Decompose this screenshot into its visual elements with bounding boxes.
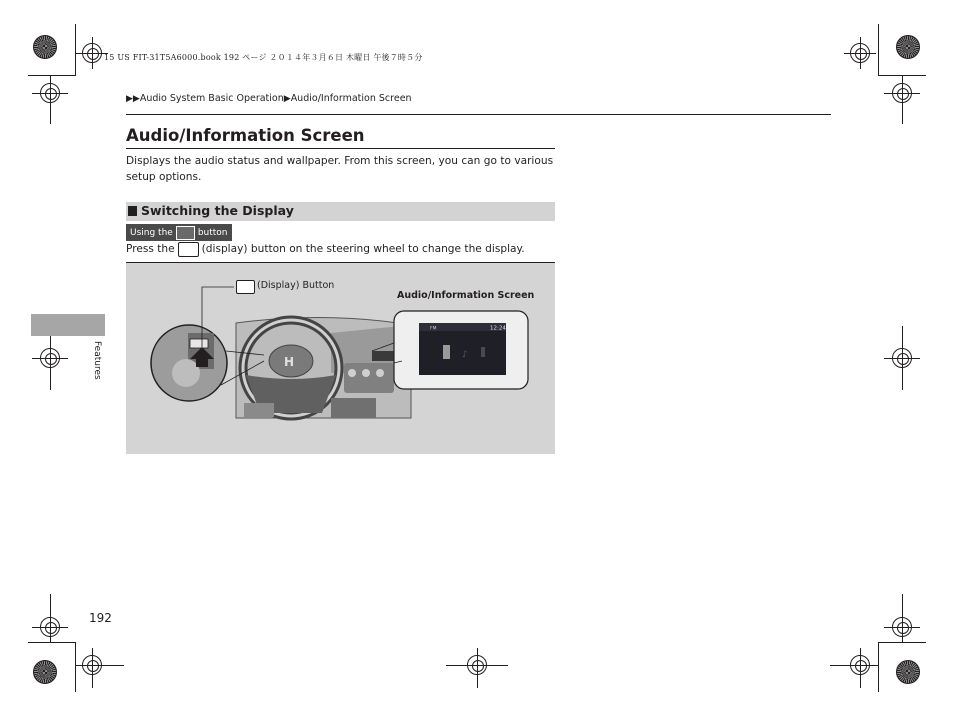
title-rule: [126, 148, 555, 149]
screen-band: FM: [430, 326, 437, 332]
screen-time: 12:24: [490, 325, 506, 332]
instruction-after: (display) button on the steering wheel to change the display.: [201, 242, 525, 255]
breadcrumb-part-2[interactable]: Audio/Information Screen: [290, 93, 412, 104]
section-square-icon: [128, 206, 137, 216]
side-tab: [31, 314, 105, 336]
display-button-icon: [236, 280, 255, 294]
tag-suffix: button: [197, 227, 228, 238]
display-button-icon: [178, 242, 199, 257]
screen-label: Audio/Information Screen: [397, 290, 535, 301]
page-number: 192: [89, 611, 112, 625]
side-tab-label: Features: [92, 341, 102, 380]
print-meta: 15 US FIT-31T5A6000.book 192 ページ ２０１４年３月６日 木曜日 午後７時５分: [104, 53, 423, 62]
svg-text:♪: ♪: [462, 350, 468, 360]
page-title: Audio/Information Screen: [126, 126, 365, 145]
breadcrumb-part-1[interactable]: Audio System Basic Operation: [139, 93, 284, 104]
intro-text: Displays the audio status and wallpaper. From this screen, you can go to various setup options.: [126, 155, 554, 183]
display-button-label: (Display) Button: [257, 280, 335, 291]
instruction-line: [126, 241, 525, 256]
tag-prefix: Using the: [130, 227, 173, 238]
triangle-right-icon: ▶: [283, 94, 291, 104]
triangle-right-icon: ▶▶: [126, 94, 140, 104]
header-rule: [126, 114, 831, 115]
svg-text:H: H: [284, 355, 295, 369]
section-title: Switching the Display: [141, 203, 294, 218]
display-button-icon: [176, 226, 195, 240]
usage-tag: [126, 224, 232, 241]
instruction-before: Press the: [126, 242, 175, 255]
breadcrumb: [126, 93, 412, 104]
